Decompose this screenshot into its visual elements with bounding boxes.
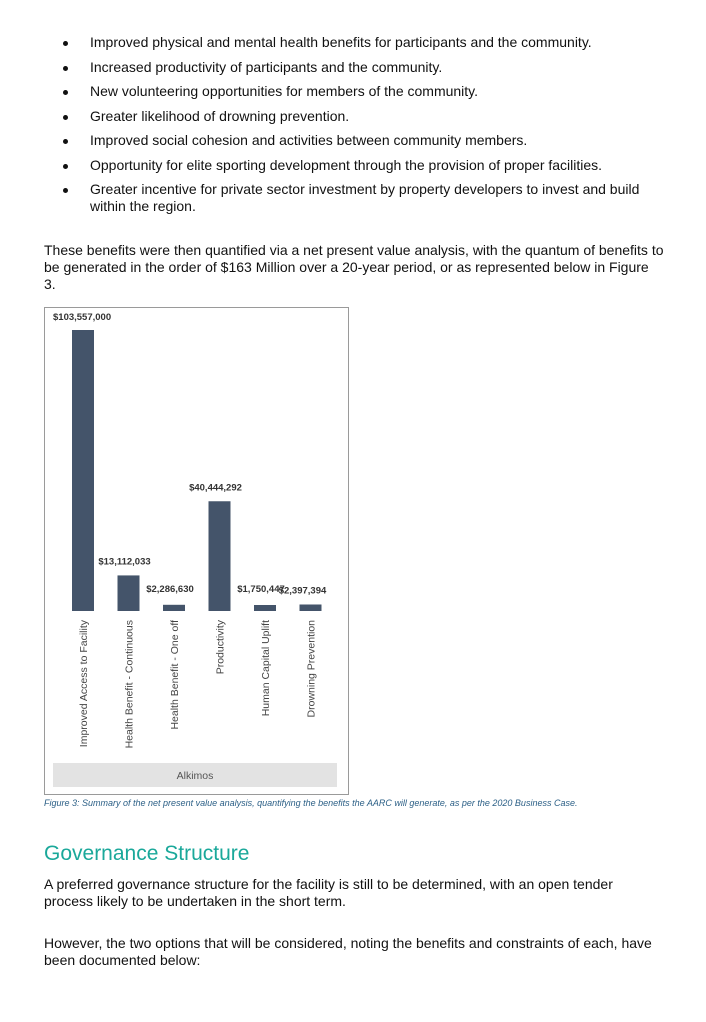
bullet-icon xyxy=(63,139,68,144)
data-label-1: $13,112,033 xyxy=(98,556,151,568)
list-item: Greater incentive for private sector investment by property developers to invest and build within the region. xyxy=(44,181,664,215)
tick-label-1: Health Benefit - Continuous xyxy=(123,620,136,749)
list-item: Improved physical and mental health benefits for participants and the community. xyxy=(44,34,664,51)
list-item: New volunteering opportunities for members of the community. xyxy=(44,83,664,100)
intro-paragraph: These benefits were then quantified via a net present value analysis, with the quantum of benefits to be generated in the order of $163 Million over a 20-year period, or as represented below in Figure 3. xyxy=(44,242,664,292)
benefits-list xyxy=(44,34,664,223)
bullet-icon xyxy=(63,41,68,46)
bar-3 xyxy=(209,501,231,611)
bullet-icon xyxy=(63,115,68,120)
governance-paragraph: A preferred governance structure for the facility is still to be determined, with an open tender process likely to be undertaken in the short term. xyxy=(44,876,613,909)
tick-label-4: Human Capital Uplift xyxy=(260,620,272,717)
benefits-chart xyxy=(44,307,349,795)
tick-label-2: Health Benefit - One off xyxy=(169,620,181,730)
tick-label-5: Drowning Prevention xyxy=(305,620,318,718)
section-heading: Governance Structure xyxy=(44,842,250,865)
chart-canvas xyxy=(45,308,350,796)
figure-caption: Figure 3: Summary of the net present value analysis, quantifying the benefits the AARC will generate, as per the 2020 Business Case. xyxy=(44,798,578,808)
list-item: Increased productivity of participants and the community. xyxy=(44,59,664,76)
bar-1 xyxy=(118,575,140,611)
data-label-4: $1,750,447 xyxy=(237,584,285,595)
data-label-5: $2,397,394 xyxy=(278,585,327,597)
governance-paragraph: However, the two options that will be considered, noting the benefits and constraints of each, have been documented below: xyxy=(44,935,652,968)
data-label-3: $40,444,292 xyxy=(189,482,242,494)
data-label-2: $2,286,630 xyxy=(146,583,194,595)
bullet-icon xyxy=(63,66,68,71)
bar-4 xyxy=(254,605,276,611)
bullet-icon xyxy=(63,164,68,169)
list-item: Opportunity for elite sporting development through the provision of proper facilities. xyxy=(44,157,664,174)
list-item: Greater likelihood of drowning prevention. xyxy=(44,108,664,125)
bar-2 xyxy=(163,605,185,611)
bullet-icon xyxy=(63,90,68,95)
bar-0 xyxy=(72,330,94,611)
tick-label-0: Improved Access to Facility xyxy=(78,620,90,748)
bar-5 xyxy=(300,604,322,611)
group-label: Alkimos xyxy=(176,770,214,782)
data-label-0: $103,557,000 xyxy=(53,312,112,323)
tick-label-3: Productivity xyxy=(214,620,227,675)
list-item: Improved social cohesion and activities between community members. xyxy=(44,132,664,149)
bullet-icon xyxy=(63,188,68,193)
